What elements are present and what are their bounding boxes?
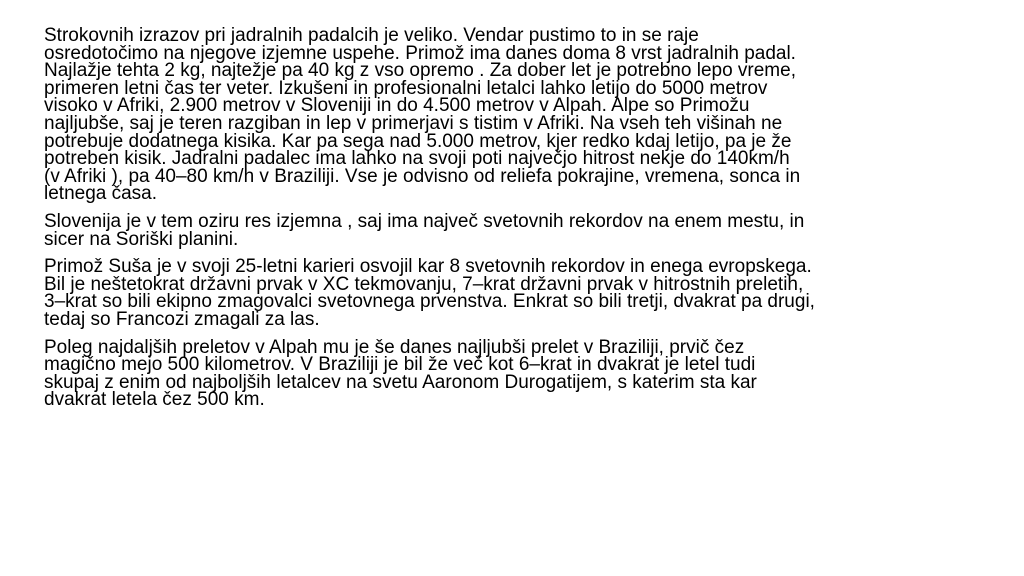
paragraph-career-achievements: Primož Suša je v svoji 25-letni karieri osvojil kar 8 svetovnih rekordov in enega evropskega. Bil je neštetokrat državni prvak v XC tekmovanju, 7–krat državni prvak v hitrostnih preletih, 3–krat so bili ekipno zmagovalci svetovnega prvenstva. Enkrat so bili tretji, dvakrat pa drugi, tedaj so Francozi zmagali za las.	[44, 256, 815, 330]
paragraph-brazil-flights: Poleg najdaljših preletov v Alpah mu je še danes najljubši prelet v Braziliji, prvič čez magično mejo 500 kilometrov. V Braziliji je bil že več kot 6–krat in dvakrat je letel tudi skupaj z enim od najboljših letalcev na svetu Aaronom Durogatijem, s katerim sta kar dvakrat letela čez 500 km.	[44, 336, 757, 411]
paragraph-paragliding-terms: Strokovnih izrazov pri jadralnih padalcih je veliko. Vendar pustimo to in se raje osredotočimo na njegove izjemne uspehe. Primož ima danes doma 8 vrst jadralnih padal. Najlažje tehta 2 kg, najtežje pa 40 kg z vso opremo . Za dober let je potrebno lepo vreme, primeren letni čas ter veter. Izkušeni in profesionalni letalci lahko letijo do 5000 metrov visoko v Afriki, 2.900 metrov v Sloveniji in do 4.500 metrov v Alpah. Alpe so Primožu najljubše, saj je teren razgiban in lep v primerjavi s tistim v Afriki. Na vseh teh višinah ne potrebuje dodatnega kisika. Kar pa sega nad 5.000 metrov, kjer redko kdaj letijo, pa je že potreben kisik. Jadralni padalec ima lahko na svoji poti največjo hitrost nekje do 140km/h (v Afriki ), pa 40–80 km/h v Braziliji. Vse je odvisno od reliefa pokrajine, vremena, sonca in letnega časa.	[44, 25, 801, 205]
slide-text-body	[44, 27, 1004, 419]
paragraph-slovenia-records: Slovenija je v tem oziru res izjemna , saj ima največ svetovnih rekordov na enem mestu, in sicer na Soriški planini.	[44, 210, 805, 250]
